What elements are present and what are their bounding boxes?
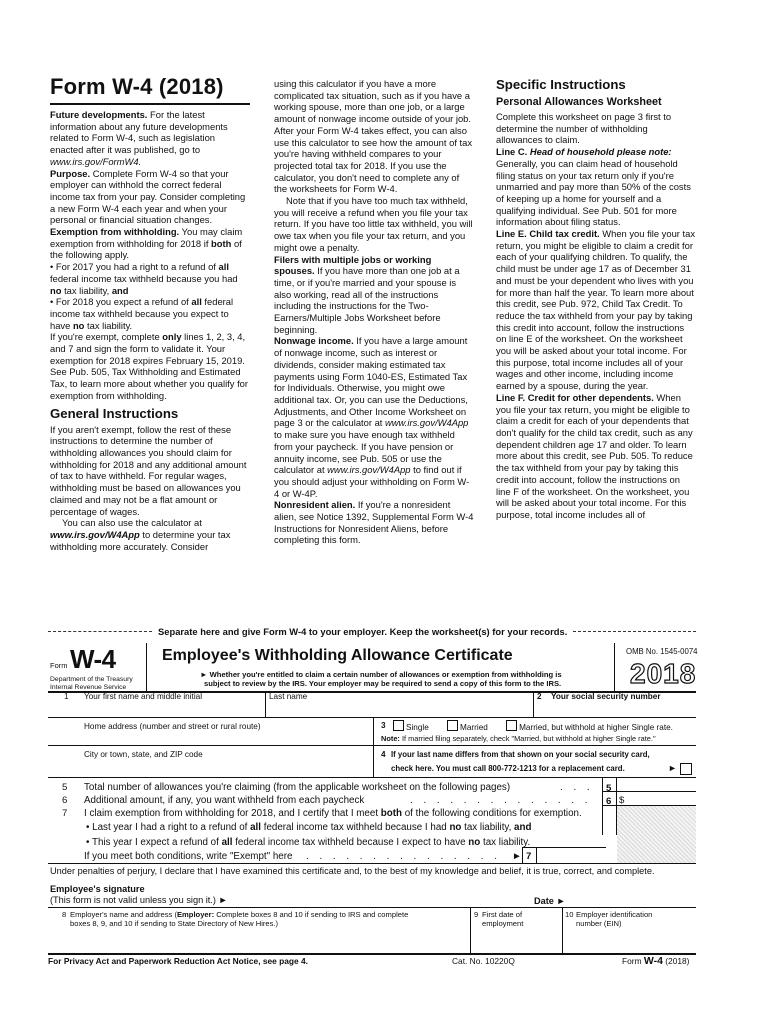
catalog-number: Cat. No. 10220Q <box>452 956 515 966</box>
signature-note: (This form is not valid unless you sign it.) ► <box>50 895 228 905</box>
perjury-statement: Under penalties of perjury, I declare that I have examined this certificate and, to the best of my knowledge and belief, it is true, correct, and complete. <box>50 866 655 876</box>
home-address-label: Home address (number and street or rural route) <box>84 722 261 731</box>
employer-name-label: Employer's name and address (Employer: Complete boxes 8 and 10 if sending to IRS and complete <box>70 910 409 919</box>
exempt-input[interactable] <box>537 848 601 862</box>
line-5-text: Total number of allowances you're claiming (from the applicable worksheet on the following pages) <box>84 782 511 793</box>
dollar-sign: $ <box>619 795 625 806</box>
filing-status <box>391 720 673 733</box>
specific-instructions-heading: Specific Instructions <box>496 77 626 92</box>
line-4-arrow: ► <box>668 763 677 773</box>
single-label: Single <box>406 723 429 732</box>
line-1-number: 1 <box>64 692 69 701</box>
employer-name-input[interactable] <box>70 931 462 951</box>
name-differs-checkbox[interactable] <box>680 763 692 775</box>
ein-input[interactable] <box>566 931 694 951</box>
line-7-box-number: 7 <box>526 851 532 862</box>
line-7-exempt-text: If you meet both conditions, write "Exempt" here <box>84 851 293 862</box>
multiple-jobs: Filers with multiple jobs or working spouses. If you have more than one job at a time, or if you're married and your spouse is also working, read all of the instructions including the instructions for the Two-Earners/Multiple Jobs Worksheet before beginning. <box>274 253 460 335</box>
dashed-line-left <box>48 631 152 632</box>
married-higher-single-checkbox[interactable] <box>506 720 517 731</box>
separator-text: Separate here and give Form W-4 to your employer. Keep the worksheet(s) for your records. <box>158 626 568 637</box>
married-note: Note: If married filing separately, check "Married, but withhold at higher Single rate." <box>381 734 656 743</box>
last-name-input[interactable] <box>269 702 529 716</box>
form-year: 2018 <box>630 658 697 689</box>
name-differs-text-2: check here. You must call 800-772-1213 for a replacement card. <box>391 764 625 773</box>
privacy-notice: For Privacy Act and Paperwork Reduction Act Notice, see page 4. <box>48 956 309 966</box>
signature-field[interactable] <box>218 883 518 903</box>
allowances-input[interactable] <box>617 778 694 790</box>
name-differs-text-1: If your last name differs from that shown on your social security card, <box>391 750 650 759</box>
line-7-bullet-2: • This year I expect a refund of all federal income tax withheld because I expect to have no tax liability. <box>86 837 531 848</box>
nonwage-income: Nonwage income. If you have a large amount of nonwage income, such as interest or dividends, consider making estimated tax payments using Form 1040-ES, Estimated Tax for Individuals. Otherwise, you might owe additional tax. Or, you can use the Deductions, Adjustments, and Other Income Worksheet on page 3 or the calculator at www.irs.gov/W4App to make sure you have enough tax withheld from your paycheck. If you have pension or annuity income, see Pub. 505 or use the calculator at www.irs.gov/W4App to find out if you should adjust your withholding on Form W-4 or W-4P. <box>274 335 470 499</box>
column-2 <box>274 78 474 546</box>
married-higher-label: Married, but withhold at higher Single rate. <box>519 723 673 732</box>
review-note-1: ► Whether you're entitled to claim a certain number of allowances or exemption from withholding is <box>200 670 562 679</box>
line-c: Line C. Head of household please note: Generally, you can claim head of household filing status on your tax return only if you're unmarried and pay more than 50% of the costs of keeping up a home for yourself and a qualifying individual. See Pub. 501 for more information about filing status. <box>496 146 691 228</box>
first-name-input[interactable] <box>82 702 262 716</box>
line-10-number: 10 <box>565 910 574 919</box>
column-3 <box>496 76 696 521</box>
line-5-number: 5 <box>62 782 68 793</box>
certificate-title: Employee's Withholding Allowance Certificate <box>162 647 513 664</box>
city-state-zip-input[interactable] <box>82 760 366 774</box>
personal-allowances-heading: Personal Allowances Worksheet <box>496 96 662 108</box>
married-checkbox[interactable] <box>447 720 458 731</box>
line-4-number: 4 <box>381 750 386 759</box>
line-5-dots: . . . <box>560 782 594 793</box>
employer-name-label-2: boxes 8, 9, and 10 if sending to State Directory of New Hires.) <box>70 919 279 928</box>
line-6-text: Additional amount, if any, you want withheld from each paycheck <box>84 795 365 806</box>
city-state-zip-label: City or town, state, and ZIP code <box>84 750 203 759</box>
worksheet-intro: Complete this worksheet on page 3 first to determine the number of withholding allowances to claim. <box>496 111 672 146</box>
dept-treasury: Department of the Treasury <box>50 676 133 683</box>
line-8-number: 8 <box>62 910 67 919</box>
general-instructions-text: If you aren't exempt, follow the rest of these instructions to determine the number of withholding allowances you should claim for withholding for 2018 and any additional amount of tax to have withheld. For regular wages, withholding must be based on allowances you claimed and may not be a flat amount or percentage of wages. <box>50 423 247 517</box>
line-7-dots: . . . . . . . . . . . . . . . <box>306 851 501 862</box>
line-2-number: 2 <box>537 692 542 701</box>
exempt-instructions: If you're exempt, complete only lines 1, 2, 3, 4, and 7 and sign the form to validate it. Your exemption for 2018 expires February 15, 2019. See Pub. 505, Tax Withholding and Estimated Tax, to learn more about whether you qualify for exemption from withholding. <box>50 331 249 401</box>
calculator-note: You can also use the calculator at www.irs.gov/W4App to determine your tax withholding more accurately. Consider <box>50 517 231 552</box>
single-checkbox[interactable] <box>393 720 404 731</box>
married-label: Married <box>460 723 488 732</box>
date-field[interactable] <box>570 889 694 905</box>
footer-form-id: Form W-4 (2018) <box>622 955 690 967</box>
line-6-box-number: 6 <box>606 796 612 807</box>
signature-label: Employee's signature <box>50 884 145 894</box>
line-7-bullet-1: • Last year I had a right to a refund of all federal income tax withheld because I had no tax liability, and <box>86 822 532 833</box>
line-e: Line E. Child tax credit. When you file your tax return, you might be eligible to claim a credit for each of your qualifying children. To qualify, the child must be under age 17 as of December 31 and must be your dependent who lives with you for more than half the year. To learn more about this credit, see Pub. 972, Child Tax Credit. To reduce the tax withheld from your pay by taking this credit into account, follow the instructions on line E of the worksheet. On the worksheet you will be asked about your total income. For this purpose, total income includes all of your wages and other income, including income earned by a spouse, during the year. <box>496 228 696 392</box>
line-6-number: 6 <box>62 795 68 806</box>
line-f: Line F. Credit for other dependents. When you file your tax return, you might be eligible to claim a credit for each of your dependents that don't qualify for the child tax credit, such as any dependent children age 17 and older. To learn more about this credit, see Pub. 505. To reduce the tax withheld from your pay by taking this credit into account, follow the instructions on line F of the worksheet. On the worksheet, you will be asked about your total income. For this purpose, total income includes all of <box>496 391 693 520</box>
future-developments: Future developments. For the latest information about any future developments related to Form W-4, such as legislation enacted after it was published, go to www.irs.gov/FormW4. <box>50 109 228 167</box>
first-date-input[interactable] <box>474 931 560 951</box>
refund-note: Note that if you have too much tax withheld, you will receive a refund when you file your tax return. If you have too little tax withheld, you will owe tax when you file your tax return, and you might owe a penalty. <box>274 195 473 253</box>
ein-label-2: number (EIN) <box>576 919 622 928</box>
irs-label: Internal Revenue Service <box>50 684 127 691</box>
column-1 <box>50 74 250 552</box>
dashed-line-right <box>573 631 696 632</box>
page-title: Form W-4 (2018) <box>50 74 250 105</box>
exemption: Exemption from withholding. You may claim exemption from withholding for 2018 if both of the following apply. <box>50 226 243 261</box>
home-address-input[interactable] <box>82 732 366 744</box>
line-6-dots: . . . . . . . . . . . . . . <box>410 795 592 806</box>
first-date-label: First date of <box>482 910 523 919</box>
line-5-box-number: 5 <box>606 783 612 794</box>
review-note-2: subject to review by the IRS. Your employer may be required to send a copy of this form to the IRS. <box>204 679 562 688</box>
line-3-number: 3 <box>381 721 386 730</box>
ein-label: Employer identification <box>576 910 653 919</box>
date-label: Date ► <box>534 896 566 906</box>
form-id: W-4 <box>70 644 116 674</box>
general-instructions-heading: General Instructions <box>50 405 179 421</box>
form-word: Form <box>50 661 68 670</box>
line-7-number: 7 <box>62 808 68 819</box>
exemption-bullet-1: • For 2017 you had a right to a refund of all federal income tax withheld because you had no tax liability, and <box>50 261 238 296</box>
calculator-continued: using this calculator if you have a more complicated tax situation, such as if you have a working spouse, more than one job, or a large amount of nonwage income outside of your job. After your Form W-4 takes effect, you can also use this calculator to see how the amount of tax you're having withheld compares to your projected total tax for 2018. If you use the calculator, you don't need to complete any of the worksheets for Form W-4. <box>274 78 473 195</box>
line-7-text: I claim exemption from withholding for 2018, and I certify that I meet both of the following conditions for exemption. <box>84 808 582 819</box>
purpose: Purpose. Complete Form W-4 so that your employer can withhold the correct federal income tax from your pay. Consider completing a new Form W-4 each year and when your personal or financial situation changes. <box>50 167 246 226</box>
line-9-number: 9 <box>474 910 479 919</box>
first-date-label-2: employment <box>482 919 524 928</box>
ssn-label: Your social security number <box>551 692 661 701</box>
first-name-label: Your first name and middle initial <box>84 692 203 701</box>
certificate <box>48 643 696 968</box>
separator <box>48 626 696 637</box>
omb-number: OMB No. 1545-0074 <box>626 647 698 656</box>
exemption-bullet-2: • For 2018 you expect a refund of all federal income tax withheld because you expect to have no tax liability. <box>50 296 234 331</box>
last-name-label: Last name <box>269 692 308 701</box>
additional-amount-input[interactable] <box>628 792 694 804</box>
ssn-input[interactable] <box>537 703 692 716</box>
line-7-arrow: ► <box>512 851 522 862</box>
shaded-area <box>617 806 696 863</box>
nonresident-alien: Nonresident alien. If you're a nonresident alien, see Notice 1392, Supplemental Form W-4 Instructions for Nonresident Aliens, before completing this form. <box>274 499 474 546</box>
